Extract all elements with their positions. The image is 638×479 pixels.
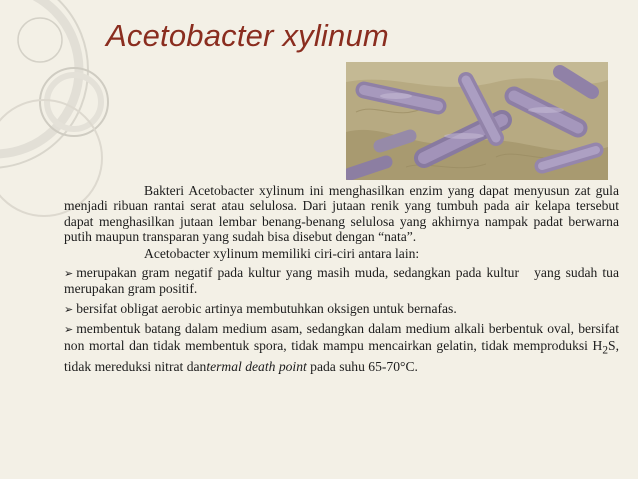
arrow-right-bullet-icon: ➢ [64, 267, 74, 281]
arrow-right-bullet-icon: ➢ [64, 323, 74, 337]
bullet-item-gram: ➢ merupakan gram negatif pada kultur yang masih muda, sedangkan pada kultur yang sudah tua merupakan gram positif. [64, 265, 623, 297]
bullet-item-aerobic: ➢ bersifat obligat aerobic artinya membutuhkan oksigen untuk bernafas. [64, 300, 457, 316]
body-text [64, 183, 623, 374]
bullet-item-morphology: ➢ membentuk batang dalam medium asam, sedangkan dalam medium alkali berbentuk oval, bersifat non mortal dan tidak membentuk spora, tidak mampu mencairkan gelatin, tidak memproduksi $H_2S$, tidak mereduksi nitrat dantermal death point pada suhu 65-70°C. [64, 321, 619, 374]
arrow-right-bullet-icon: ➢ [64, 302, 74, 316]
slide-title: Acetobacter xylinum [106, 18, 389, 53]
thermal-death-point-term: termal death point [206, 358, 307, 374]
bacteria-photo [346, 62, 608, 180]
paragraph-characteristics-intro: Acetobacter xylinum memiliki ciri-ciri antara lain: [144, 245, 420, 261]
paragraph-description: Bakteri Acetobacter xylinum ini menghasilkan enzim yang dapat menyusun zat gula menjadi ribuan rantai serat atau selulosa. Dari jutaan renik yang tumbuh pada air kelapa tersebut dapat menghasilkan jutaan lembar benang-benang selulosa yang akhirnya nampak padat berwarna putih maupun transparan yang sudah bisa disebut dengan “nata”. [64, 183, 619, 245]
